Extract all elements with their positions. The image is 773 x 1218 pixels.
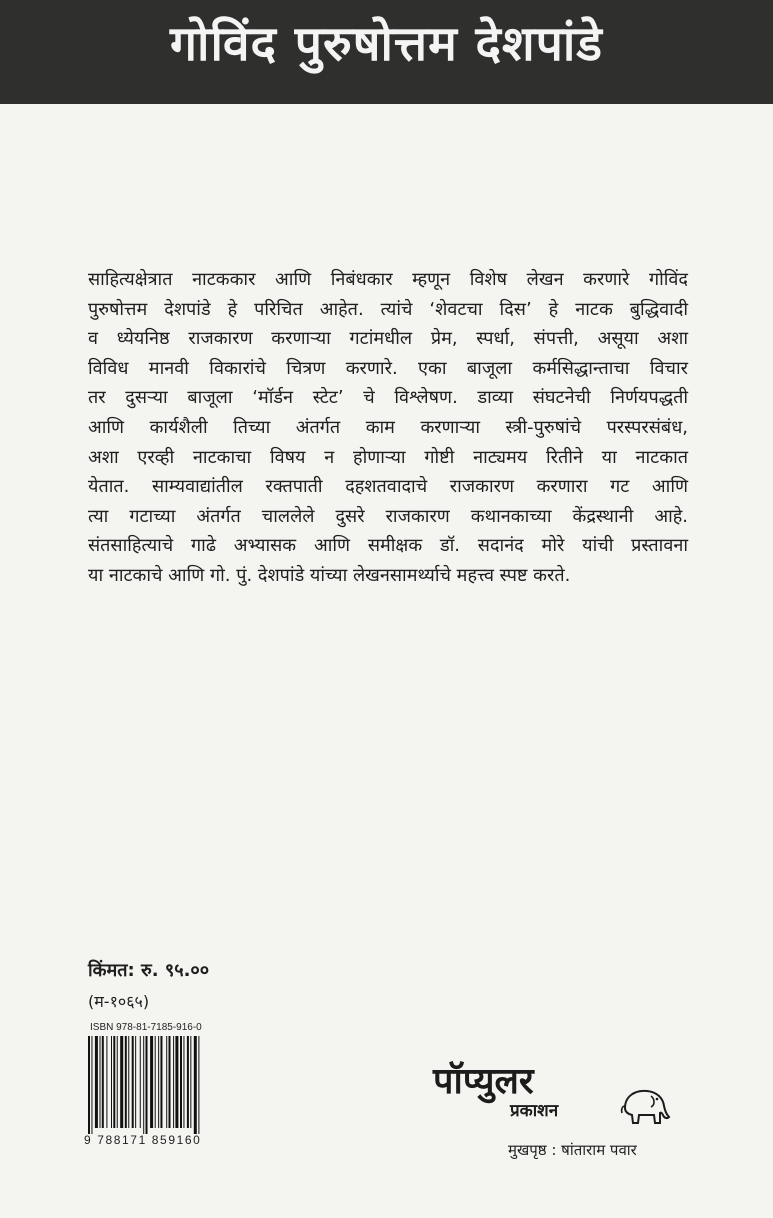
barcode-bar — [173, 1036, 174, 1128]
barcode-bar — [135, 1036, 136, 1128]
barcode-bar — [175, 1036, 178, 1128]
barcode-bar — [132, 1036, 134, 1128]
publisher-logo-subtitle: प्रकाशन — [510, 1101, 559, 1121]
barcode-bar — [95, 1036, 98, 1128]
blurb-line: अशा एरव्ही नाटकाचा विषय न होणाऱ्या गोष्टी नाट्यमय रितीने या नाटकात — [88, 446, 688, 468]
barcode-bar — [183, 1036, 184, 1128]
barcode-bar — [128, 1036, 129, 1128]
isbn-barcode — [86, 1036, 246, 1134]
barcode-bar — [160, 1036, 162, 1128]
blurb-line: या नाटकाचे आणि गो. पुं. देशपांडे यांच्या लेखनसामर्थ्याचे महत्त्व स्पष्ट करते. — [88, 564, 571, 586]
blurb-line: विविध मानवी विकारांचे चित्रण करणारे. एका बाजूला कर्मसिद्धान्ताचा विचार — [88, 357, 688, 379]
elephant-logo-icon — [617, 1082, 673, 1126]
barcode-bar — [102, 1036, 104, 1128]
barcode-bar — [194, 1036, 197, 1134]
title-band — [0, 0, 773, 104]
barcode-bar — [180, 1036, 182, 1128]
blurb-line: व ध्येयनिष्ठ राजकारण करणाऱ्या गटांमधील प्रेम, स्पर्धा, संपत्ती, असूया अशा — [88, 328, 688, 350]
barcode-bar — [120, 1036, 123, 1128]
blurb-line: संतसाहित्याचे गाढे अभ्यासक आणि समीक्षक डॉ. सदानंद मोरे यांची प्रस्तावना — [88, 535, 688, 557]
cover-credit: मुखपृष्ठ : षांताराम पवार — [508, 1141, 637, 1159]
barcode-bar — [166, 1036, 167, 1128]
barcode-bar — [113, 1036, 115, 1128]
barcode-bar — [91, 1036, 92, 1134]
blurb-line: त्या गटाच्या अंतर्गत चाललेले दुसरे राजकारण कथानकाच्या केंद्रस्थानी आहे. — [88, 505, 688, 527]
price-label: किंमत: रु. ९५.०० — [88, 960, 210, 981]
blurb-line: आणि कार्यशैली तिच्या अंतर्गत काम करणाऱ्या स्त्री-पुरुषांचे परस्परसंबंध, — [88, 416, 688, 438]
barcode-bar — [169, 1036, 171, 1128]
barcode-bar — [106, 1036, 107, 1128]
barcode-bar — [88, 1036, 90, 1134]
barcode-bar — [158, 1036, 159, 1128]
barcode-bar — [140, 1036, 141, 1128]
publisher-logo-text: पॉप्युलर — [433, 1061, 534, 1102]
barcode-bar — [190, 1036, 191, 1128]
barcode-bar — [111, 1036, 112, 1128]
catalog-code: (म-१०६५) — [88, 992, 150, 1011]
back-cover-blurb — [88, 265, 688, 591]
barcode-bar — [100, 1036, 101, 1128]
blurb-line: साहित्यक्षेत्रात नाटककार आणि निबंधकार म्हणून विशेष लेखन करणारे गोविंद — [88, 269, 688, 290]
barcode-bar — [187, 1036, 189, 1128]
barcode-bar — [146, 1036, 148, 1134]
barcode-bar — [117, 1036, 118, 1128]
isbn-label: ISBN 978-81-7185-916-0 — [90, 1022, 202, 1033]
barcode-bar — [143, 1036, 144, 1134]
barcode-bar — [198, 1036, 199, 1134]
blurb-line: तर दुसऱ्या बाजूला ‘मॉर्डन स्टेट’ चे विश्लेषण. डाव्या संघटनेची निर्णयपद्धती — [88, 387, 688, 409]
barcode-bar — [125, 1036, 127, 1128]
author-title: गोविंद पुरुषोत्तम देशपांडे — [169, 16, 603, 72]
barcode-digits: 9 788171 859160 — [84, 1133, 202, 1147]
barcode-bar — [155, 1036, 156, 1128]
blurb-line: येतात. साम्यवाद्यांतील रक्तपाती दहशतवादाचे राजकारण करणारा गट आणि — [88, 476, 688, 498]
barcode-bar — [150, 1036, 153, 1128]
blurb-line: पुरुषोत्तम देशपांडे हे परिचित आहेत. त्यांचे ‘शेवटचा दिस’ हे नाटक बुद्धिवादी — [88, 298, 688, 320]
